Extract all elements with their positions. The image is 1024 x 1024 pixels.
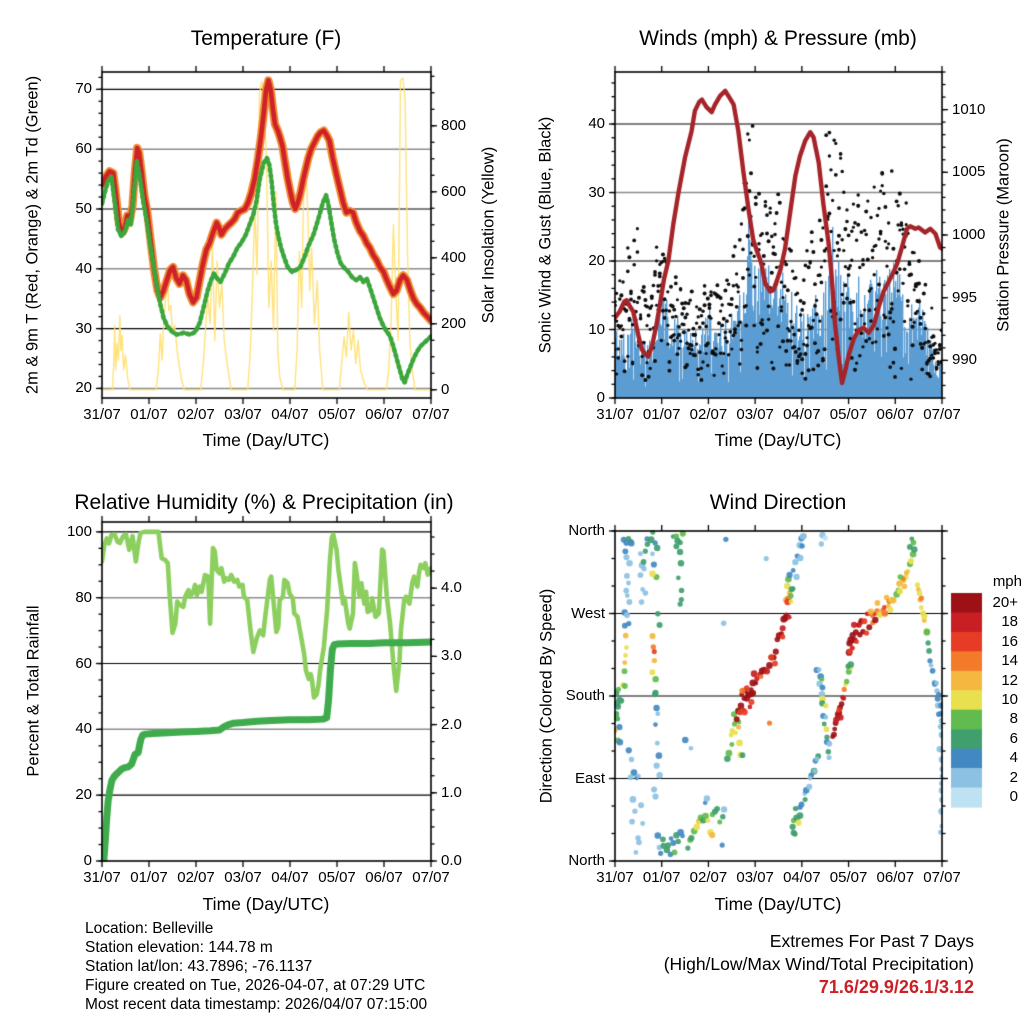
x-tick-label: 06/07	[876, 406, 915, 423]
y-tick-label-left: South	[565, 687, 605, 704]
x-tick-label: 06/07	[876, 869, 915, 886]
y-tick-label-left: 100	[66, 522, 92, 540]
xaxis-label-humidity: Time (Day/UTC)	[202, 894, 330, 914]
chart-title-winds-pressure: Winds (mph) & Pressure (mb)	[639, 27, 917, 50]
x-tick-label: 01/07	[130, 406, 168, 423]
x-tick-label: 04/07	[783, 406, 821, 423]
x-tick-label: 31/07	[596, 406, 634, 423]
xaxis-label-winds: Time (Day/UTC)	[714, 430, 842, 450]
yaxis-label-temperature-left: 2m & 9m T (Red, Orange) & 2m Td (Green)	[23, 75, 42, 395]
y-tick-label-left: 20	[75, 379, 92, 397]
extremes-values: 71.6/29.9/26.1/3.12	[818, 977, 974, 997]
footer-timestamp: Most recent data timestamp: 2026/04/07 07:15:00	[85, 996, 428, 1013]
x-tick-label: 07/07	[412, 406, 450, 423]
footer-created: Figure created on Tue, 2026-04-07, at 07:29 UTC	[85, 977, 426, 994]
x-tick-label: 05/07	[829, 869, 868, 886]
x-tick-label: 02/07	[689, 406, 728, 423]
x-tick-label: 31/07	[83, 406, 121, 423]
x-tick-label: 05/07	[318, 406, 356, 423]
y-tick-label-left: 10	[588, 320, 605, 338]
x-tick-label: 02/07	[177, 869, 215, 886]
colorbar-tick-label: 10	[1001, 691, 1018, 708]
x-tick-label: 01/07	[642, 406, 681, 423]
y-tick-label-left: 20	[75, 786, 92, 804]
colorbar-tick-label: 16	[1001, 632, 1018, 650]
y-tick-label-left: 70	[75, 80, 92, 98]
y-tick-label-right: 600	[441, 182, 467, 200]
x-tick-label: 04/07	[271, 406, 309, 423]
chart-title-wind-direction: Wind Direction	[709, 491, 847, 514]
colorbar-tick-label: 2	[1009, 768, 1018, 786]
y-tick-label-right: 400	[441, 248, 467, 266]
x-tick-label: 06/07	[365, 869, 403, 886]
y-tick-label-left: 40	[75, 720, 92, 738]
colorbar-tick-label: 6	[1009, 729, 1018, 747]
y-tick-label-right: 200	[441, 314, 467, 332]
extremes-subtitle: (High/Low/Max Wind/Total Precipitation)	[663, 954, 974, 974]
y-tick-label-left: 60	[75, 654, 92, 672]
xaxis-label-temperature: Time (Day/UTC)	[202, 430, 330, 450]
y-tick-label-left: 50	[75, 199, 92, 217]
y-tick-label-left: 80	[75, 588, 92, 606]
xaxis-label-wind-direction: Time (Day/UTC)	[714, 894, 842, 914]
yaxis-label-wind-left: Sonic Wind & Gust (Blue, Black)	[536, 116, 555, 354]
y-tick-label-right: 800	[441, 116, 467, 134]
colorbar-tick-label: 14	[1001, 652, 1018, 670]
footer-location: Location: Belleville	[85, 920, 214, 937]
y-tick-label-right: 1010	[952, 100, 986, 118]
y-tick-label-right: 2.0	[441, 715, 462, 733]
colorbar-tick-label: 8	[1009, 710, 1018, 728]
y-tick-label-left: 20	[588, 252, 605, 270]
y-tick-label-left: North	[568, 522, 605, 539]
y-tick-label-right: 3.0	[441, 647, 462, 665]
x-tick-label: 03/07	[736, 406, 774, 423]
colorbar-tick-label: 12	[1001, 671, 1018, 689]
y-tick-label-right: 0	[441, 380, 450, 398]
yaxis-label-direction-left: Direction (Colored By Speed)	[537, 588, 556, 804]
x-tick-label: 31/07	[596, 869, 634, 886]
x-tick-label: 01/07	[642, 869, 681, 886]
x-tick-label: 07/07	[412, 869, 450, 886]
y-tick-label-left: 30	[588, 183, 605, 201]
y-tick-label-right: 995	[952, 288, 978, 306]
x-tick-label: 05/07	[318, 869, 356, 886]
y-tick-label-right: 1000	[952, 226, 986, 243]
x-tick-label: 07/07	[923, 869, 961, 886]
colorbar-tick-label: 0	[1009, 788, 1018, 806]
x-tick-label: 03/07	[224, 406, 262, 423]
footer-elevation: Station elevation: 144.78 m	[85, 939, 273, 956]
y-tick-label-left: 40	[588, 115, 605, 133]
footer-latlon: Station lat/lon: 43.7896; -76.1137	[85, 958, 313, 975]
y-tick-label-left: 60	[75, 140, 92, 158]
y-tick-label-left: 40	[75, 259, 92, 277]
y-tick-label-right: 1005	[952, 163, 986, 181]
chart-title-humidity-precip: Relative Humidity (%) & Precipitation (in)	[74, 491, 454, 514]
y-tick-label-left: 30	[75, 319, 92, 337]
colorbar-tick-label: 18	[1001, 613, 1018, 631]
y-tick-label-left: West	[571, 604, 605, 622]
chart-title-temperature: Temperature (F)	[190, 27, 342, 50]
y-tick-label-left: East	[574, 769, 605, 787]
x-tick-label: 04/07	[783, 869, 821, 886]
y-tick-label-right: 1.0	[441, 783, 462, 801]
x-tick-label: 03/07	[736, 869, 774, 886]
yaxis-label-humidity-left: Percent & Total Rainfall	[24, 605, 43, 777]
yaxis-label-solar-right: Solar Insolation (Yellow)	[479, 146, 498, 324]
x-tick-label: 07/07	[923, 406, 961, 423]
y-tick-label-right: 0.0	[441, 852, 462, 869]
x-tick-label: 04/07	[271, 869, 309, 886]
x-tick-label: 01/07	[130, 869, 168, 886]
x-tick-label: 02/07	[177, 406, 215, 423]
x-tick-label: 31/07	[83, 869, 121, 886]
y-tick-label-left: 0	[596, 389, 605, 406]
x-tick-label: 03/07	[224, 869, 262, 886]
extremes-title: Extremes For Past 7 Days	[769, 931, 974, 951]
y-tick-label-left: North	[568, 852, 605, 869]
y-tick-label-right: 4.0	[441, 579, 462, 597]
colorbar-tick-label: 20+	[992, 593, 1018, 611]
x-tick-label: 06/07	[365, 406, 403, 423]
x-tick-label: 02/07	[689, 869, 728, 886]
colorbar-title-mph: mph	[992, 573, 1022, 590]
colorbar-tick-label: 4	[1009, 749, 1018, 767]
y-tick-label-right: 990	[952, 351, 978, 369]
y-tick-label-left: 0	[83, 852, 92, 869]
x-tick-label: 05/07	[829, 406, 868, 423]
yaxis-label-pressure-right: Station Pressure (Maroon)	[994, 138, 1013, 332]
